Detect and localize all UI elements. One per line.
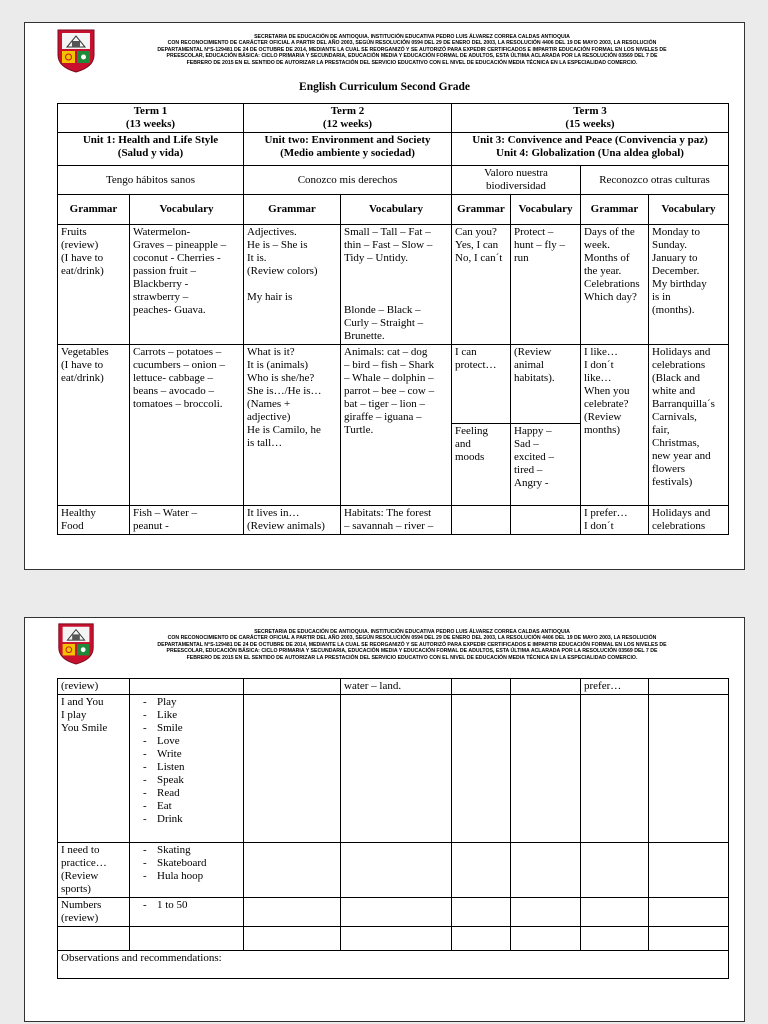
table-cell <box>130 679 244 695</box>
table-cell: Protect – hunt – fly – run <box>511 225 581 345</box>
table-cell <box>244 927 341 951</box>
table-cell: Feeling and moods <box>452 424 511 506</box>
table-cell <box>452 927 511 951</box>
table-cell <box>511 695 581 843</box>
list-item: - Hula hoop <box>143 870 240 883</box>
unit-1-header: Unit 1: Health and Life Style (Salud y vida) <box>58 133 244 166</box>
table-cell: water – land. <box>341 679 452 695</box>
table-row <box>58 898 729 927</box>
list-item: - Read <box>143 787 240 800</box>
curriculum-table <box>57 103 729 535</box>
table-cell <box>341 843 452 898</box>
table-cell <box>130 843 244 898</box>
table-cell: Habitats: The forest – savannah – river – <box>341 506 452 535</box>
document-page-2 <box>24 617 745 1022</box>
table-cell: Days of the week. Months of the year. Celebrations Which day? <box>581 225 649 345</box>
curriculum-table-continued <box>57 678 729 979</box>
table-cell: Fish – Water – peanut - <box>130 506 244 535</box>
theme-cell: Conozco mis derechos <box>244 166 452 195</box>
header-line: DEPARTAMENTAL N°S-129481 DE 24 DE OCTUBRE DE 2014, MEDIANTE LA CUAL SE REORGANIZÓ Y SE AUTORIZÓ PARA EXPEDIR CERTIFICADOS E IMPARTIR EDUCACIÓN FORMAL EN LOS NIVELES DE <box>157 46 667 53</box>
table-cell: Small – Tall – Fat – thin – Fast – Slow – Tidy – Untidy. Blonde – Black – Curly – Straight – Brunette. <box>341 225 452 345</box>
table-cell <box>244 898 341 927</box>
institution-header <box>109 34 715 66</box>
column-header-vocabulary: Vocabulary <box>341 195 452 225</box>
column-header-grammar: Grammar <box>581 195 649 225</box>
column-header-grammar: Grammar <box>452 195 511 225</box>
vocabulary-list <box>133 899 240 912</box>
header-line: SECRETARIA DE EDUCACIÓN DE ANTIOQUIA. INSTITUCIÓN EDUCATIVA PEDRO LUIS ÁLVAREZ CORREA CALDAS ANTIOQUIA <box>254 629 570 635</box>
table-cell: I need to practice… (Review sports) <box>58 843 130 898</box>
table-row <box>58 927 729 951</box>
table-cell <box>649 927 729 951</box>
table-cell <box>341 695 452 843</box>
list-item: - 1 to 50 <box>143 899 240 912</box>
table-cell: Fruits (review) (I have to eat/drink) <box>58 225 130 345</box>
school-crest-logo <box>55 27 97 73</box>
list-item: - Like <box>143 709 240 722</box>
table-cell: Monday to Sunday. January to December. My birthday is in (months). <box>649 225 729 345</box>
table-cell <box>130 695 244 843</box>
table-row <box>58 506 729 535</box>
theme-cell: Reconozco otras culturas <box>581 166 729 195</box>
table-cell <box>341 898 452 927</box>
column-header-vocabulary: Vocabulary <box>130 195 244 225</box>
list-item: - Drink <box>143 813 240 826</box>
table-cell: What is it? It is (animals) Who is she/he? She is…/He is… (Names + adjective) He is Camilo, he is tall… <box>244 345 341 506</box>
table-cell: Holidays and celebrations <box>649 506 729 535</box>
list-item: - Skateboard <box>143 857 240 870</box>
header-line: FEBRERO DE 2015 EN EL SENTIDO DE AUTORIZAR LA PRESTACIÓN DEL SERVICIO EDUCATIVO CON EL NIVEL DE EDUCACIÓN MEDIA TÉCNICA EN LA ESPECIALIDAD COMERCIO. <box>186 654 638 661</box>
table-row <box>58 679 729 695</box>
table-cell <box>649 679 729 695</box>
table-cell: (Review animal habitats). <box>511 345 581 424</box>
table-cell <box>244 679 341 695</box>
table-cell <box>511 927 581 951</box>
header-line: PREESCOLAR, EDUCACIÓN BÁSICA: CICLO PRIMARIA Y SECUNDARIA, EDUCACIÓN MEDIA Y EDUCACIÓN FORMAL DE ADULTOS, ESTA ÚLTIMA ACLARADA POR LA RESOLUCIÓN 03569 DEL 7 DE <box>166 648 658 655</box>
table-cell <box>452 695 511 843</box>
document-title: English Curriculum Second Grade <box>299 81 470 93</box>
table-cell <box>581 843 649 898</box>
table-cell: Numbers (review) <box>58 898 130 927</box>
table-cell: I and You I play You Smile <box>58 695 130 843</box>
table-cell: Adjectives. He is – She is It is. (Review colors) My hair is <box>244 225 341 345</box>
table-cell <box>58 927 130 951</box>
table-cell: Healthy Food <box>58 506 130 535</box>
column-header-grammar: Grammar <box>58 195 130 225</box>
table-cell <box>649 843 729 898</box>
table-cell <box>581 898 649 927</box>
school-crest-logo <box>55 621 97 665</box>
table-cell <box>452 679 511 695</box>
document-page-1 <box>24 22 745 570</box>
vocabulary-list <box>133 844 240 883</box>
table-cell: Animals: cat – dog – bird – fish – Shark – Whale – dolphin – parrot – bee – cow – bat – tiger – lion – giraffe – iguana – Turtle. <box>341 345 452 506</box>
table-cell <box>452 898 511 927</box>
theme-cell: Valoro nuestra biodiversidad <box>452 166 581 195</box>
list-item: - Play <box>143 696 240 709</box>
table-cell: (review) <box>58 679 130 695</box>
table-row <box>58 695 729 843</box>
table-cell <box>649 695 729 843</box>
table-row <box>58 345 729 424</box>
header-line: DEPARTAMENTAL N°S-129481 DE 24 DE OCTUBRE DE 2014, MEDIANTE LA CUAL SE REORGANIZÓ Y SE AUTORIZÓ PARA EXPEDIR CERTIFICADOS E IMPARTIR EDUCACIÓN FORMAL EN LOS NIVELES DE <box>157 641 667 648</box>
table-cell <box>511 506 581 535</box>
institution-header <box>109 629 715 661</box>
table-cell: Holidays and celebrations (Black and white and Barranquilla´s Carnivals, fair, Christmas, new year and flowers festivals) <box>649 345 729 506</box>
unit-3-4-header: Unit 3: Convivence and Peace (Convivencia y paz) Unit 4: Globalization (Una aldea global) <box>452 133 729 166</box>
column-header-vocabulary: Vocabulary <box>511 195 581 225</box>
vocabulary-list <box>133 696 240 826</box>
unit-2-header: Unit two: Environment and Society (Medio ambiente y sociedad) <box>244 133 452 166</box>
header-line: FEBRERO DE 2015 EN EL SENTIDO DE AUTORIZAR LA PRESTACIÓN DEL SERVICIO EDUCATIVO CON EL NIVEL DE EDUCACIÓN MEDIA TÉCNICA EN LA ESPECIALIDAD COMERCIO. <box>186 59 638 66</box>
table-cell: I prefer… I don´t <box>581 506 649 535</box>
table-cell <box>130 927 244 951</box>
header-line: CON RECONOCIMIENTO DE CARÁCTER OFICIAL A PARTIR DEL AÑO 2003, SEGÚN RESOLUCIÓN 0594 DEL 29 DE ENERO DEL 2003, LA RESOLUCIÓN 4406 DEL 19 DE MAYO 2003, LA RESOLUCIÓN <box>167 40 657 47</box>
column-header-grammar: Grammar <box>244 195 341 225</box>
theme-cell: Tengo hábitos sanos <box>58 166 244 195</box>
table-cell <box>511 679 581 695</box>
table-cell <box>452 843 511 898</box>
list-item: - Listen <box>143 761 240 774</box>
header-line: PREESCOLAR, EDUCACIÓN BÁSICA: CICLO PRIMARIA Y SECUNDARIA, EDUCACIÓN MEDIA Y EDUCACIÓN FORMAL DE ADULTOS, ESTA ÚLTIMA ACLARADA POR LA RESOLUCIÓN 03569 DEL 7 DE <box>166 53 658 60</box>
table-cell <box>581 927 649 951</box>
table-cell: Carrots – potatoes – cucumbers – onion – lettuce- cabbage – beans – avocado – tomatoes – broccoli. <box>130 345 244 506</box>
header-line: SECRETARIA DE EDUCACIÓN DE ANTIOQUIA. INSTITUCIÓN EDUCATIVA PEDRO LUIS ÁLVAREZ CORREA CALDAS ANTIOQUIA <box>254 34 570 40</box>
table-cell: I like… I don´t like… When you celebrate? (Review months) <box>581 345 649 506</box>
list-item: - Skating <box>143 844 240 857</box>
table-cell: It lives in… (Review animals) <box>244 506 341 535</box>
table-cell <box>649 898 729 927</box>
term-1-header: Term 1 (13 weeks) <box>58 104 244 133</box>
header-line: CON RECONOCIMIENTO DE CARÁCTER OFICIAL A PARTIR DEL AÑO 2003, SEGÚN RESOLUCIÓN 0594 DEL 29 DE ENERO DEL 2003, LA RESOLUCIÓN 4406 DEL 19 DE MAYO 2003, LA RESOLUCIÓN <box>167 635 657 642</box>
list-item: - Love <box>143 735 240 748</box>
observations-cell: Observations and recommendations: <box>58 951 729 979</box>
table-cell <box>130 898 244 927</box>
list-item: - Eat <box>143 800 240 813</box>
table-cell: prefer… <box>581 679 649 695</box>
column-header-vocabulary: Vocabulary <box>649 195 729 225</box>
list-item: - Smile <box>143 722 240 735</box>
table-cell <box>581 695 649 843</box>
table-cell: Happy – Sad – excited – tired – Angry - <box>511 424 581 506</box>
list-item: - Speak <box>143 774 240 787</box>
table-cell <box>452 506 511 535</box>
table-cell <box>511 843 581 898</box>
table-cell <box>244 695 341 843</box>
list-item: - Write <box>143 748 240 761</box>
term-2-header: Term 2 (12 weeks) <box>244 104 452 133</box>
table-row <box>58 225 729 345</box>
table-row <box>58 843 729 898</box>
table-cell: Watermelon- Graves – pineapple – coconut - Cherries - passion fruit – Blackberry - strawberry – peaches- Guava. <box>130 225 244 345</box>
table-cell <box>511 898 581 927</box>
table-cell <box>341 927 452 951</box>
table-cell: Can you? Yes, I can No, I can´t <box>452 225 511 345</box>
term-3-header: Term 3 (15 weeks) <box>452 104 729 133</box>
table-cell: I can protect… <box>452 345 511 424</box>
table-row <box>58 951 729 979</box>
table-cell <box>244 843 341 898</box>
table-cell: Vegetables (I have to eat/drink) <box>58 345 130 506</box>
